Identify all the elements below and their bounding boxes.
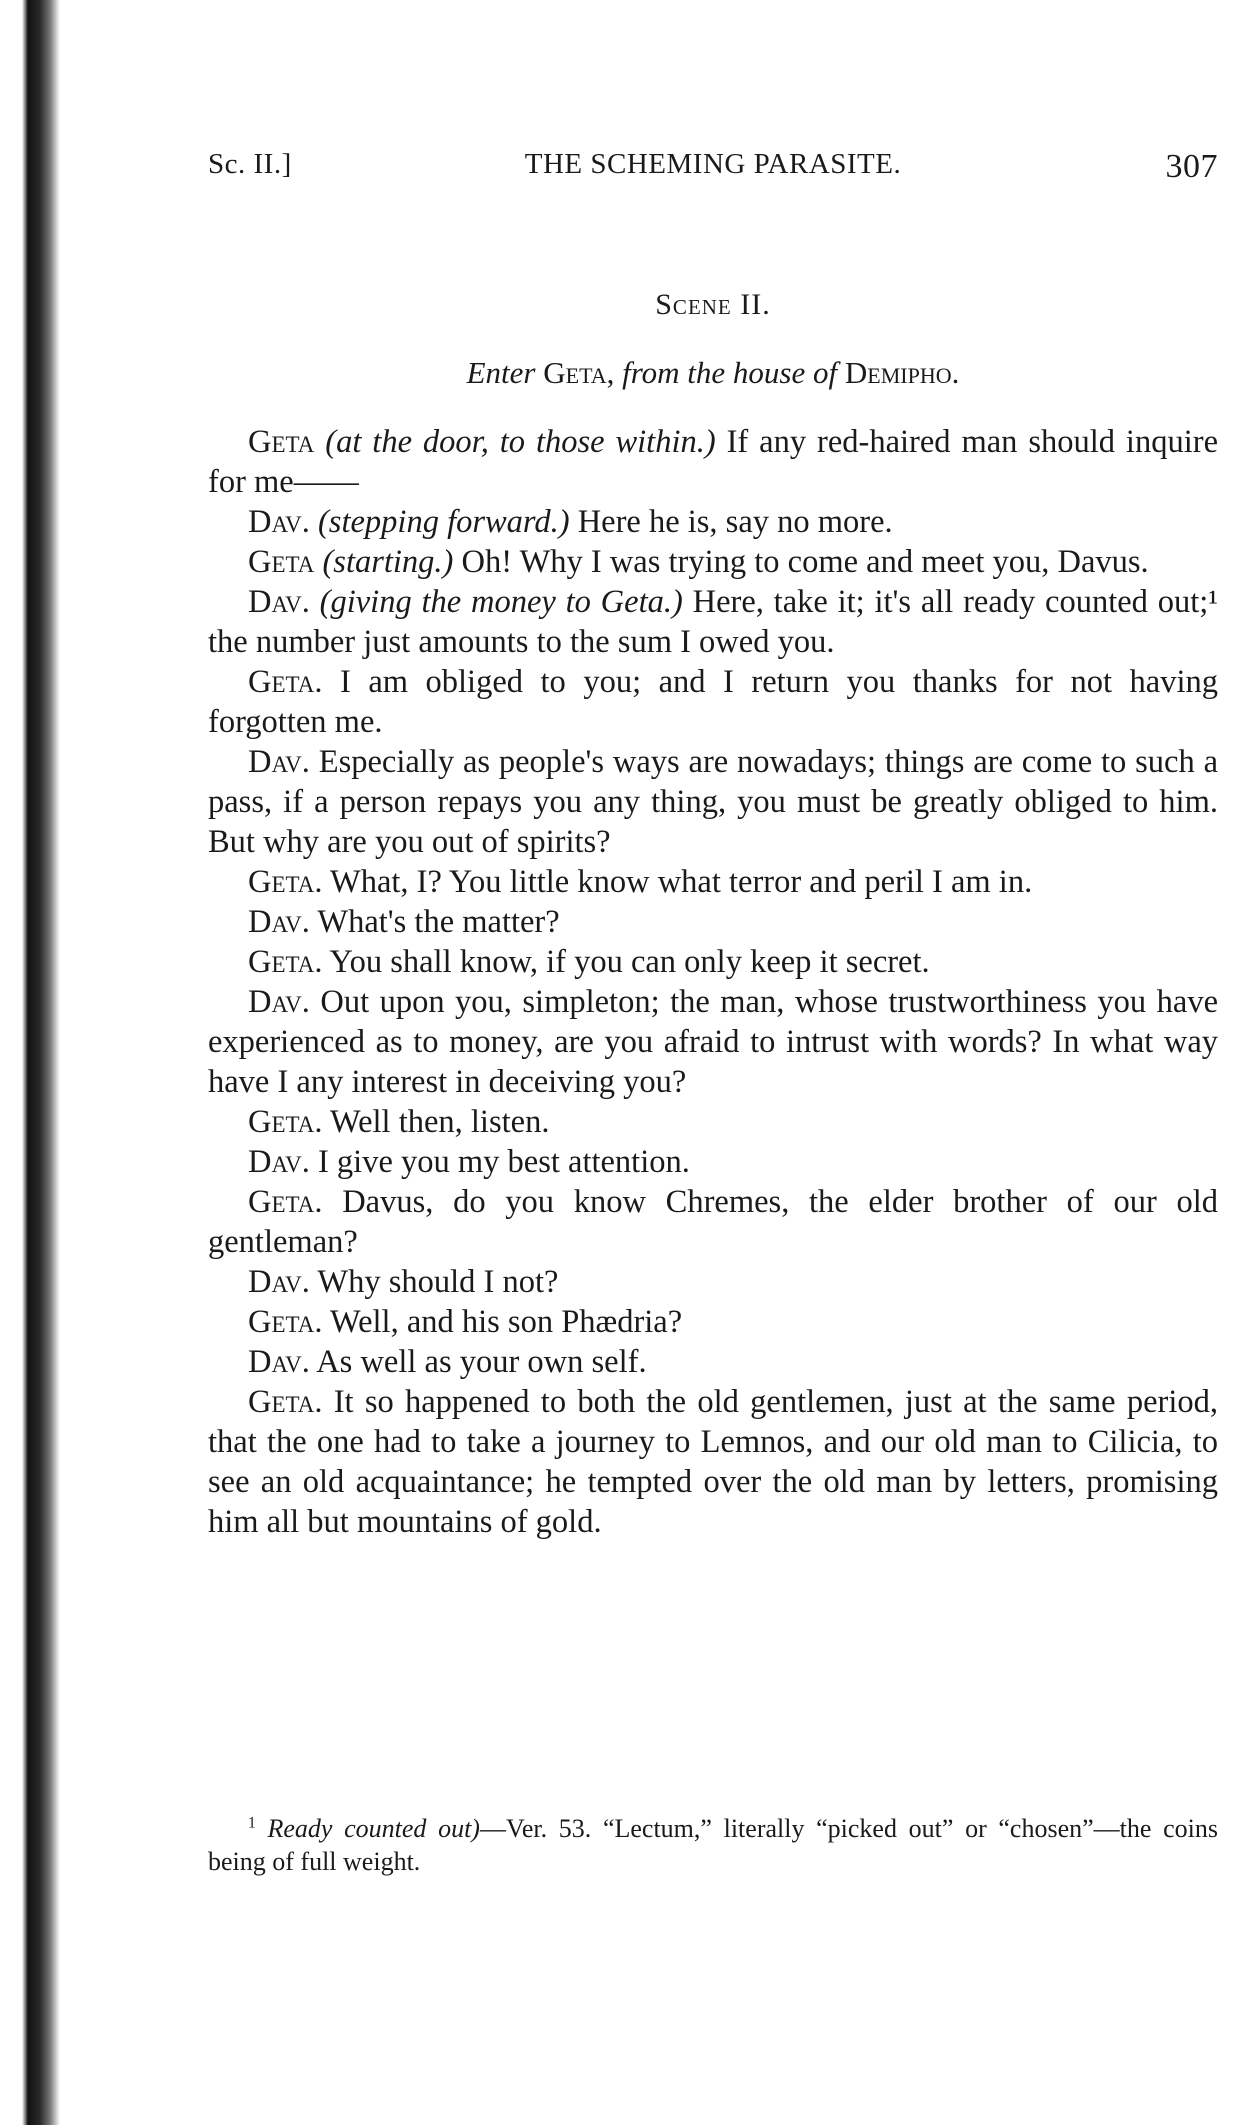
footnote-text: —Ver. 53. “Lectum,” literally “picked out” or “chosen”—the coins being of full weight.: [208, 1814, 1218, 1876]
dialogue-line: [208, 742, 1218, 862]
line-text: As well as your own self.: [316, 1344, 647, 1380]
line-text: Davus, do you know Chremes, the elder brother of our old gentleman?: [208, 1184, 1218, 1260]
line-text: Oh! Why I was trying to come and meet you, Davus.: [461, 544, 1149, 580]
dialogue-line: [208, 1382, 1218, 1542]
page-number: 307: [1165, 148, 1218, 185]
line-text: Why should I not?: [317, 1264, 559, 1300]
dialogue-line: [208, 662, 1218, 742]
dialogue-line: [208, 862, 1218, 902]
footnote-label: Ready counted out): [267, 1814, 480, 1843]
direction: (starting.): [322, 544, 454, 580]
dialogue-line: [208, 1182, 1218, 1262]
dialogue-line: [208, 942, 1218, 982]
dialogue-line: [208, 1142, 1218, 1182]
dialogue-line: [208, 1342, 1218, 1382]
speaker: Dav.: [248, 584, 310, 620]
line-text: Well, and his son Phædria?: [330, 1304, 683, 1340]
running-title: THE SCHEMING PARASITE.: [524, 148, 902, 180]
footnote: [208, 1812, 1218, 1878]
speaker: Geta.: [248, 864, 323, 900]
book-binding-edge: [0, 0, 60, 2125]
line-text: I give you my best attention.: [317, 1144, 690, 1180]
line-text: What's the matter?: [317, 904, 560, 940]
section-marker: Sc. II.]: [208, 148, 292, 180]
speaker: Dav.: [248, 984, 310, 1020]
dialogue-line: [208, 582, 1218, 662]
speaker: Dav.: [248, 1144, 310, 1180]
stage-enter: Enter: [466, 355, 536, 390]
speaker: Dav.: [248, 1344, 310, 1380]
running-head: [208, 148, 1218, 188]
dialogue-body: [208, 422, 1218, 1542]
speaker: Dav.: [248, 504, 310, 540]
stage-character: Geta,: [543, 355, 615, 390]
speaker: Geta: [248, 544, 315, 580]
direction: (giving the money to Geta.): [319, 584, 683, 620]
dialogue-line: [208, 1302, 1218, 1342]
line-text: Out upon you, simpleton; the man, whose trustworthiness you have experienced as to money, are you afraid to intrust with words? In what way have I any interest in deceiving you?: [208, 984, 1218, 1100]
line-text: You shall know, if you can only keep it secret.: [329, 944, 930, 980]
dialogue-line: [208, 1262, 1218, 1302]
dialogue-line: [208, 502, 1218, 542]
speaker: Geta.: [248, 664, 323, 700]
dialogue-line: [208, 902, 1218, 942]
dialogue-line: [208, 542, 1218, 582]
dialogue-line: [208, 422, 1218, 502]
speaker: Geta.: [248, 1384, 323, 1420]
speaker: Geta.: [248, 944, 323, 980]
stage-house: Demipho.: [844, 355, 960, 390]
dialogue-line: [208, 1102, 1218, 1142]
book-page: [208, 0, 1218, 2125]
speaker: Geta.: [248, 1104, 323, 1140]
stage-from: from the house of: [622, 355, 838, 390]
line-text: It so happened to both the old gentlemen, just at the same period, that the one had to take a journey to Lemnos, and our old man to Cilicia, to see an old acquaintance; he tempted over the old man by letters, promising him all but mountains of gold.: [208, 1384, 1218, 1540]
line-text: What, I? You little know what terror and peril I am in.: [330, 864, 1033, 900]
line-text: Here, take it; it's all ready counted out;¹ the number just amounts to the sum I owed you.: [208, 584, 1219, 660]
speaker: Dav.: [248, 904, 310, 940]
direction: (at the door, to those within.): [325, 424, 716, 460]
speaker: Dav.: [248, 1264, 310, 1300]
speaker: Geta.: [248, 1304, 323, 1340]
footnote-marker: 1: [248, 1814, 256, 1832]
stage-direction: [208, 355, 1218, 391]
line-text: If any red-haired man should inquire for me——: [208, 424, 1218, 500]
direction: (stepping forward.): [317, 504, 570, 540]
line-text: Well then, listen.: [330, 1104, 550, 1140]
line-text: I am obliged to you; and I return you thanks for not having forgotten me.: [208, 664, 1219, 740]
speaker: Geta.: [248, 1184, 323, 1220]
dialogue-line: [208, 982, 1218, 1102]
scene-title: Scene II.: [655, 288, 771, 321]
line-text: Here he is, say no more.: [577, 504, 893, 540]
speaker: Dav.: [248, 744, 310, 780]
speaker: Geta: [248, 424, 315, 460]
line-text: Especially as people's ways are nowadays; things are come to such a pass, if a person repays you any thing, you must be greatly obliged to him. But why are you out of spirits?: [208, 744, 1218, 860]
